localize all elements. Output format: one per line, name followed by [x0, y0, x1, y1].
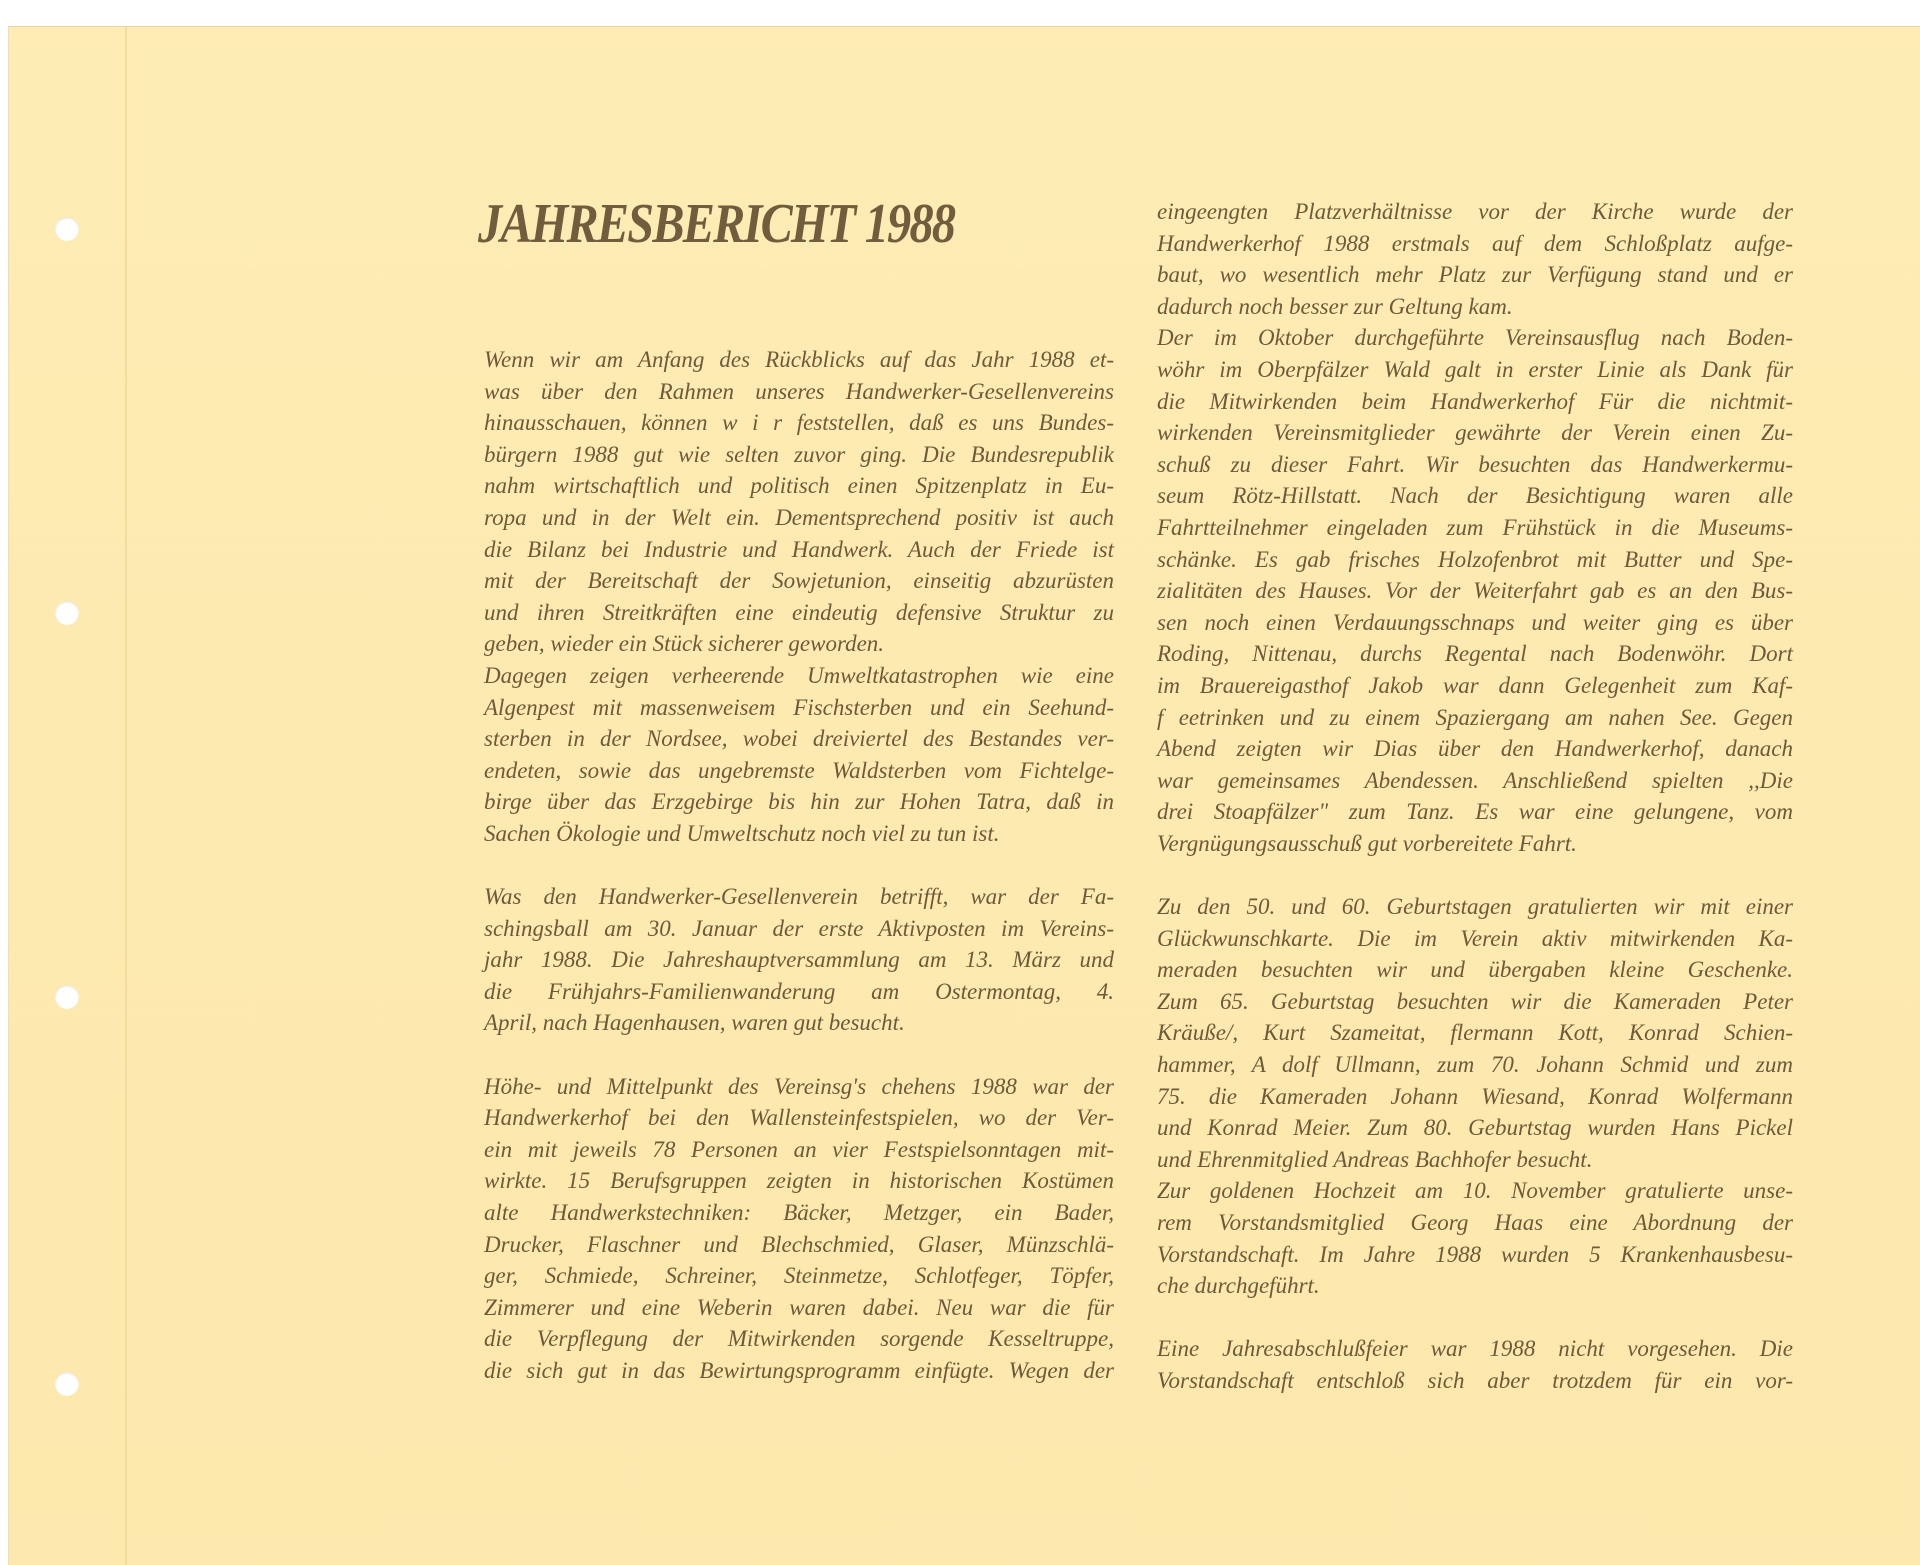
text-line: zialitäten des Hauses. Vor der Weiterfahrt gab es an den Bus-	[1157, 578, 1793, 604]
text-line: wirkenden Vereinsmitglieder gewährte der Verein einen Zu-	[1157, 420, 1793, 446]
text-line: die Frühjahrs-Familienwanderung am Ostermontag, 4.	[484, 978, 1114, 1004]
text-line: 75. die Kameraden Johann Wiesand, Konrad Wolfermann	[1157, 1083, 1793, 1109]
text-line: meraden besuchten wir und übergaben kleine Geschenke.	[1157, 957, 1793, 983]
text-line: Handwerkerhof bei den Wallensteinfestspielen, wo der Ver-	[484, 1105, 1114, 1131]
paragraph-gap	[484, 850, 1114, 882]
text-line: Höhe- und Mittelpunkt des Vereinsg's chehens 1988 war der	[484, 1073, 1114, 1099]
text-line: im Brauereigasthof Jakob war dann Gelegenheit zum Kaf-	[1157, 672, 1793, 698]
punch-hole-icon	[55, 601, 79, 625]
text-line: Abend zeigten wir Dias über den Handwerkerhof, danach	[1157, 736, 1793, 762]
paragraph	[484, 881, 1114, 1039]
text-line: ein mit jeweils 78 Personen an vier Festspielsonntagen mit-	[484, 1136, 1114, 1162]
text-line: Wenn wir am Anfang des Rückblicks auf das Jahr 1988 et-	[484, 347, 1114, 372]
fold-line	[125, 27, 127, 1565]
text-line: Eine Jahresabschlußfeier war 1988 nicht vorgesehen. Die	[1157, 1336, 1793, 1362]
text-line: jahr 1988. Die Jahreshauptversammlung am 13. März und	[484, 947, 1114, 973]
text-line: die Bilanz bei Industrie und Handwerk. Auch der Friede ist	[484, 536, 1114, 562]
paragraph	[484, 660, 1114, 850]
text-line: schuß zu dieser Fahrt. Wir besuchten das Handwerkermu-	[1157, 451, 1793, 477]
text-line: Zimmerer und eine Weberin waren dabei. Neu war die für	[484, 1294, 1114, 1320]
text-line: war gemeinsames Abendessen. Anschließend spielten ,,Die	[1157, 767, 1793, 793]
text-line: die Verpflegung der Mitwirkenden sorgende Kesseltruppe,	[484, 1326, 1114, 1352]
left-column	[484, 344, 1114, 1387]
text-line: Vorstandschaft. Im Jahre 1988 wurden 5 Krankenhausbesu-	[1157, 1241, 1793, 1267]
text-line: dadurch noch besser zur Geltung kam.	[1157, 293, 1513, 319]
text-line: hinausschauen, können w i r feststellen, daß es uns Bundes-	[484, 410, 1114, 436]
text-line: alte Handwerkstechniken: Bäcker, Metzger, ein Bader,	[484, 1200, 1114, 1226]
text-line: mit der Bereitschaft der Sowjetunion, einseitig abzurüsten	[484, 568, 1114, 594]
text-line: nahm wirtschaftlich und politisch einen Spitzenplatz in Eu-	[484, 473, 1114, 499]
text-line: hammer, A dolf Ullmann, zum 70. Johann Schmid und zum	[1157, 1052, 1793, 1078]
text-line: Drucker, Flaschner und Blechschmied, Glaser, Münzschlä-	[484, 1231, 1114, 1257]
text-line: sterben in der Nordsee, wobei dreiviertel des Bestandes ver-	[484, 726, 1114, 752]
text-line: was über den Rahmen unseres Handwerker-Gesellenvereins	[484, 378, 1114, 404]
text-line: und ihren Streitkräften eine eindeutig defensive Struktur zu	[484, 599, 1114, 625]
text-line: baut, wo wesentlich mehr Platz zur Verfügung stand und er	[1157, 262, 1793, 288]
text-line: und Ehrenmitglied Andreas Bachhofer besucht.	[1157, 1146, 1593, 1172]
paragraph	[1157, 891, 1793, 1175]
text-line: Zu den 50. und 60. Geburtstagen gratulierten wir mit einer	[1157, 894, 1793, 920]
text-line: die Mitwirkenden beim Handwerkerhof Für die nichtmit-	[1157, 388, 1793, 414]
paragraph	[484, 344, 1114, 660]
text-line: Algenpest mit massenweisem Fischsterben und ein Seehund-	[484, 694, 1114, 720]
text-line: Roding, Nittenau, durchs Regental nach Bodenwöhr. Dort	[1157, 641, 1793, 667]
text-line: Kräuße/, Kurt Szameitat, flermann Kott, Konrad Schien-	[1157, 1020, 1793, 1046]
text-line: April, nach Hagenhausen, waren gut besucht.	[484, 1010, 905, 1036]
paragraph	[1157, 1175, 1793, 1301]
text-line: rem Vorstandsmitglied Georg Haas eine Abordnung der	[1157, 1210, 1793, 1235]
paragraph	[1157, 196, 1793, 322]
text-line: schingsball am 30. Januar der erste Aktivposten im Vereins-	[484, 915, 1114, 941]
paragraph-gap	[1157, 859, 1793, 891]
paragraph	[484, 1071, 1114, 1387]
text-line: seum Rötz-Hillstatt. Nach der Besichtigung waren alle	[1157, 483, 1793, 509]
text-line: Handwerkerhof 1988 erstmals auf dem Schloßplatz aufge-	[1157, 230, 1793, 256]
text-line: Fahrtteilnehmer eingeladen zum Frühstück in die Museums-	[1157, 514, 1793, 540]
text-line: ger, Schmiede, Schreiner, Steinmetze, Schlotfeger, Töpfer,	[484, 1263, 1114, 1289]
text-line: sen noch einen Verdauungsschnaps und weiter ging es über	[1157, 609, 1793, 635]
paragraph	[1157, 1333, 1793, 1396]
text-line: Vergnügungsausschuß gut vorbereitete Fahrt.	[1157, 830, 1577, 856]
text-line: ropa und in der Welt ein. Dementsprechend positiv ist auch	[484, 504, 1114, 530]
text-line: Der im Oktober durchgeführte Vereinsausflug nach Boden-	[1157, 325, 1793, 351]
text-line: eingeengten Platzverhältnisse vor der Kirche wurde der	[1157, 199, 1793, 224]
text-line: f eetrinken und zu einem Spaziergang am nahen See. Gegen	[1157, 704, 1793, 730]
text-line: che durchgeführt.	[1157, 1273, 1320, 1299]
text-line: Dagegen zeigen verheerende Umweltkatastrophen wie eine	[484, 662, 1114, 688]
paragraph-gap	[1157, 1302, 1793, 1334]
punch-hole-icon	[55, 1372, 79, 1396]
right-column	[1157, 196, 1793, 1397]
punch-hole-icon	[55, 217, 79, 241]
text-line: die sich gut in das Bewirtungsprogramm einfügte. Wegen der	[484, 1358, 1114, 1383]
punch-hole-icon	[55, 985, 79, 1009]
text-line: schänke. Es gab frisches Holzofenbrot mit Butter und Spe-	[1157, 546, 1793, 572]
text-line: drei Stoapfälzer" zum Tanz. Es war eine gelungene, vom	[1157, 799, 1793, 825]
document-title: JAHRESBERICHT 1988	[478, 193, 955, 255]
text-line: Sachen Ökologie und Umweltschutz noch viel zu tun ist.	[484, 820, 1000, 846]
text-line: Glückwunschkarte. Die im Verein aktiv mitwirkenden Ka-	[1157, 925, 1793, 951]
text-line: wöhr im Oberpfälzer Wald galt in erster Linie als Dank für	[1157, 356, 1793, 382]
paragraph-gap	[484, 1039, 1114, 1071]
text-line: endeten, sowie das ungebremste Waldsterben vom Fichtelge-	[484, 757, 1114, 783]
text-line: bürgern 1988 gut wie selten zuvor ging. Die Bundesrepublik	[484, 441, 1114, 467]
text-line: Vorstandschaft entschloß sich aber trotzdem für ein vor-	[1157, 1367, 1793, 1393]
text-line: Zur goldenen Hochzeit am 10. November gratulierte unse-	[1157, 1178, 1793, 1204]
text-line: Zum 65. Geburtstag besuchten wir die Kameraden Peter	[1157, 988, 1793, 1014]
paragraph	[1157, 322, 1793, 859]
text-line: Was den Handwerker-Gesellenverein betrifft, war der Fa-	[484, 884, 1114, 910]
text-line: birge über das Erzgebirge bis hin zur Hohen Tatra, daß in	[484, 789, 1114, 815]
text-line: wirkte. 15 Berufsgruppen zeigten in historischen Kostümen	[484, 1168, 1114, 1194]
text-line: und Konrad Meier. Zum 80. Geburtstag wurden Hans Pickel	[1157, 1115, 1793, 1141]
text-line: geben, wieder ein Stück sicherer geworden.	[484, 631, 885, 657]
